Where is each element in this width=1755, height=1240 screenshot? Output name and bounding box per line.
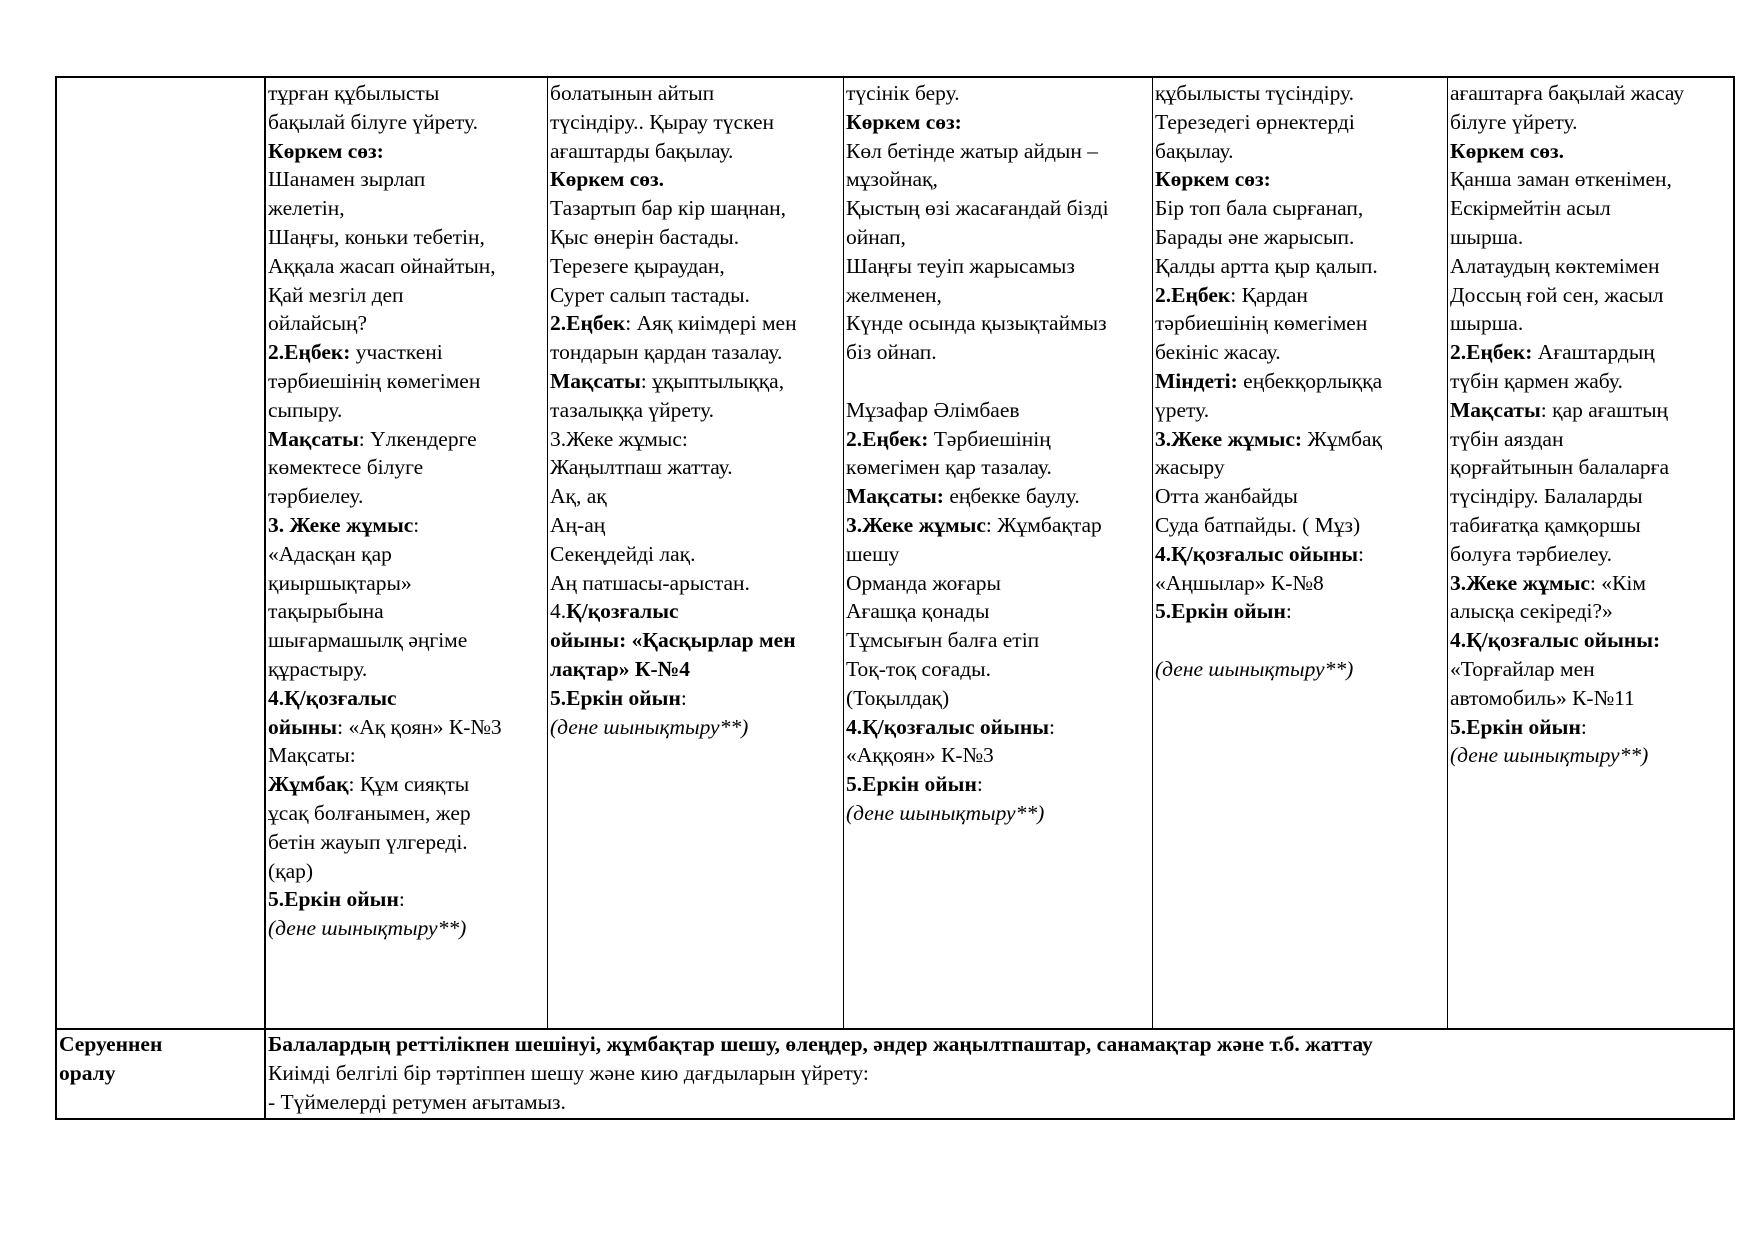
text-line (550, 540, 841, 569)
italic-text: (дене шынықтыру**) (846, 800, 1045, 825)
text: автомобиль» К-№11 (1450, 685, 1635, 710)
text: Барады әне жарысып. (1155, 224, 1355, 249)
bold-text: 4.Қ/қозғалыс (268, 685, 397, 710)
text: Терезеге қыраудан, (550, 253, 725, 278)
column-divider (547, 78, 548, 1028)
text: Мұзафар Әлімбаев (846, 397, 1020, 422)
italic-text: (дене шынықтыру**) (268, 916, 467, 941)
text-line (268, 137, 545, 166)
text-line (846, 684, 1150, 713)
text: тұрған құбылысты (268, 81, 440, 105)
text-line (846, 655, 1150, 684)
text-line (1155, 137, 1445, 166)
text-line (1155, 367, 1445, 396)
text-line (550, 597, 841, 626)
text-line (550, 79, 841, 108)
text-line (846, 367, 1150, 396)
bold-text: Мақсаты (550, 368, 641, 393)
text-line (550, 252, 841, 281)
schedule-table (55, 76, 1735, 1120)
text-line (1450, 425, 1732, 454)
text: Аққала жасап ойнайтын, (268, 253, 496, 278)
text-line (1450, 137, 1732, 166)
return-label-line-2: оралу (59, 1060, 116, 1085)
text-line (846, 799, 1150, 828)
bold-text: Көркем сөз: (268, 138, 384, 163)
text: Терезедегі өрнектерді (1155, 109, 1355, 134)
bold-text: 2.Еңбек (550, 311, 626, 336)
text: «Аққоян» К-№3 (846, 743, 994, 768)
bold-text: Көркем сөз. (1450, 138, 1565, 163)
text: түсіндіру. Балаларды (1450, 484, 1643, 509)
text-line (1450, 453, 1732, 482)
text-line (268, 79, 545, 108)
text: білуге үйрету. (1450, 109, 1578, 134)
italic-text: (дене шынықтыру**) (1155, 656, 1354, 681)
bold-text: Қ/қозғалыс (566, 599, 679, 624)
bold-text: Мақсаты (1450, 397, 1541, 422)
text-line (268, 396, 545, 425)
text: түбін аяздан (1450, 426, 1564, 451)
text: Ағашқа қонады (846, 599, 990, 624)
text-line (550, 453, 841, 482)
text-line (1450, 540, 1732, 569)
text-line (1450, 741, 1732, 770)
text-line (846, 396, 1150, 425)
text-line (268, 281, 545, 310)
text-line (1155, 79, 1445, 108)
text: Шанамен зырлап (268, 167, 426, 192)
text: Қыс өнерін бастады. (550, 224, 740, 249)
text-line (268, 684, 545, 713)
text-line (268, 828, 545, 857)
text: участкені (350, 340, 443, 365)
text-line (1450, 511, 1732, 540)
text: қорғайтынын балаларға (1450, 455, 1669, 480)
text-line (846, 597, 1150, 626)
text: бақылай білуге үйрету. (268, 109, 479, 134)
bold-text: Мақсаты: (846, 484, 944, 509)
text: Сурет салып тастады. (550, 282, 750, 307)
text-line (550, 684, 841, 713)
text-line (846, 309, 1150, 338)
text: болуға тәрбиелеу. (1450, 541, 1613, 566)
text-line (846, 79, 1150, 108)
text: : (398, 887, 405, 912)
text: тақырыбына (268, 599, 384, 624)
activity-cell-day-5 (1450, 79, 1732, 770)
text: Шаңғы, коньки тебетін, (268, 224, 485, 249)
text-line (1450, 309, 1732, 338)
bold-text: 2.Еңбек: (846, 426, 929, 451)
text: Қанша заман өткенімен, (1450, 167, 1672, 192)
text-line (268, 108, 545, 137)
text: Тұмсығын балға етіп (846, 628, 1040, 653)
return-row-content (268, 1030, 1733, 1116)
text: : «Кім (1589, 570, 1646, 595)
text: : (1049, 714, 1056, 739)
text: шешу (846, 541, 900, 566)
text: (Тоқылдақ) (846, 685, 950, 710)
bold-text: 2.Еңбек (1155, 282, 1231, 307)
text-line (268, 741, 545, 770)
text: Қалды артта қыр қалып. (1155, 253, 1378, 278)
text-line (550, 338, 841, 367)
text-line (550, 165, 841, 194)
text-line (1450, 338, 1732, 367)
text-line (846, 194, 1150, 223)
text: 4. (550, 599, 567, 624)
text-line (268, 857, 545, 886)
text: Суда батпайды. ( Мұз) (1155, 512, 1361, 537)
text: «Адасқан қар (268, 541, 392, 566)
text: : «Ақ қоян» К-№3 (337, 714, 502, 739)
text: көмегімен қар тазалау. (846, 455, 1052, 480)
text-line (846, 137, 1150, 166)
text-line (1450, 165, 1732, 194)
text-line (268, 914, 545, 943)
text-line (550, 137, 841, 166)
text: үрету. (1155, 397, 1210, 422)
text: Ескірмейтін асыл (1450, 196, 1611, 221)
text: : Аяқ киімдері мен (625, 311, 797, 336)
text-line (1450, 482, 1732, 511)
text: ағаштарды бақылау. (550, 138, 734, 163)
text: ағаштарға бақылай жасау (1450, 81, 1685, 105)
text: Ағаштардың (1532, 340, 1655, 365)
bold-text: 5.Еркін ойын (268, 887, 399, 912)
text: : Қардан (1230, 282, 1308, 307)
bold-text: 3.Жеке жұмыс (846, 512, 986, 537)
text: Орманда жоғары (846, 570, 1001, 595)
text-line (1450, 194, 1732, 223)
text-line (268, 597, 545, 626)
text-line (268, 252, 545, 281)
text-line (268, 799, 545, 828)
activity-cell-day-3 (846, 79, 1150, 828)
text: : (976, 772, 983, 797)
text-line (1450, 569, 1732, 598)
text-line (846, 165, 1150, 194)
text-line (1450, 252, 1732, 281)
bold-text: 5.Еркін ойын (1155, 599, 1286, 624)
text: : (413, 512, 420, 537)
text-line (1155, 281, 1445, 310)
bold-text: Көркем сөз. (550, 167, 665, 192)
text: тәрбиешінің көмегімен (268, 368, 481, 393)
text: біз ойнап. (846, 340, 937, 365)
text: шығармашылқ әңгіме (268, 628, 468, 653)
return-heading: Балалардың реттілікпен шешінуі, жұмбақтар шешу, өлеңдер, әндер жаңылтпаштар, санамақтар және т.б. жаттау (268, 1032, 1373, 1056)
text: : Үлкендерге (358, 426, 477, 451)
text-line (550, 713, 841, 742)
italic-text: (дене шынықтыру**) (550, 714, 749, 739)
bold-text: 4.Қ/қозғалыс ойыны (846, 714, 1050, 739)
text-line (846, 338, 1150, 367)
text-line (1155, 108, 1445, 137)
text: еңбекқорлыққа (1237, 368, 1383, 393)
text-line (1450, 396, 1732, 425)
text: «Аңшылар» К-№8 (1155, 570, 1324, 595)
text-line (846, 511, 1150, 540)
text-line (268, 885, 545, 914)
bold-text: лақтар» К-№4 (550, 656, 690, 681)
text: «Торғайлар мен (1450, 656, 1595, 681)
text: табиғатқа қамқоршы (1450, 512, 1641, 537)
text-line (1155, 482, 1445, 511)
activity-cell-day-2 (550, 79, 841, 741)
text: Аң патшасы-арыстан. (550, 570, 750, 595)
text-line (1155, 165, 1445, 194)
text-line (846, 108, 1150, 137)
text-line (1450, 223, 1732, 252)
text-line (846, 770, 1150, 799)
bold-text: 2.Еңбек: (268, 340, 351, 365)
text: Бір топ бала сырғанап, (1155, 196, 1364, 221)
text: (қар) (268, 858, 314, 883)
text-line (550, 626, 841, 655)
text-line (1450, 108, 1732, 137)
italic-text: (дене шынықтыру**) (1450, 743, 1649, 768)
text-line (1450, 281, 1732, 310)
text: тондарын қардан тазалау. (550, 340, 783, 365)
text: тазалыққа үйрету. (550, 397, 715, 422)
text-line (1155, 223, 1445, 252)
text-line (846, 569, 1150, 598)
bold-text: Көркем сөз: (1155, 167, 1271, 192)
text-line (846, 252, 1150, 281)
text: құбылысты түсіндіру. (1155, 81, 1355, 105)
text-line (1155, 425, 1445, 454)
text-line (1155, 597, 1445, 626)
bold-text: 3. Жеке жұмыс (268, 512, 414, 537)
text-line (550, 425, 841, 454)
text-line (1450, 713, 1732, 742)
text: еңбекке баулу. (943, 484, 1080, 509)
text: : (680, 685, 687, 710)
bold-text: ойыны: «Қасқырлар мен (550, 628, 796, 653)
text: алысқа секіреді?» (1450, 599, 1613, 624)
bold-text: 3.Жеке жұмыс: (1155, 426, 1303, 451)
text-line (550, 108, 841, 137)
text-line (1155, 511, 1445, 540)
text-line (268, 453, 545, 482)
text-line (268, 367, 545, 396)
text: бетін жауып үлгереді. (268, 829, 468, 854)
text: Күнде осында қызықтаймыз (846, 311, 1107, 336)
text: : қар ағаштың (1540, 397, 1669, 422)
text: болатынын айтып (550, 81, 715, 105)
text-line (846, 540, 1150, 569)
text-line (846, 281, 1150, 310)
activity-cell-day-1 (268, 79, 545, 943)
bold-text: Жұмбақ (268, 772, 349, 797)
bold-text: Мақсаты (268, 426, 359, 451)
column-divider (1447, 78, 1448, 1028)
text: Тоқ-тоқ соғады. (846, 656, 991, 681)
text: Алатаудың көктемімен (1450, 253, 1660, 278)
text: Көл бетінде жатыр айдын – (846, 138, 1098, 163)
bold-text: 5.Еркін ойын (1450, 714, 1581, 739)
text-line (268, 309, 545, 338)
text-line (1155, 396, 1445, 425)
text: түсіндіру.. Қырау түскен (550, 109, 775, 134)
text-line (846, 626, 1150, 655)
text: : (1580, 714, 1587, 739)
text-line (846, 453, 1150, 482)
text: Тазартып бар кір шаңнан, (550, 196, 787, 221)
bold-text: ойыны (268, 714, 338, 739)
text-line (268, 655, 545, 684)
text: көмектесе білуге (268, 455, 424, 480)
activity-cell-day-4 (1155, 79, 1445, 684)
text-line (550, 482, 841, 511)
text-line (268, 713, 545, 742)
text: Шаңғы теуіп жарысамыз (846, 253, 1075, 278)
text: түбін қармен жабу. (1450, 368, 1623, 393)
text-line (1450, 79, 1732, 108)
text-line (268, 194, 545, 223)
text-line (550, 511, 841, 540)
text-line (550, 194, 841, 223)
text: Жұмбақ (1302, 426, 1382, 451)
text-line (846, 482, 1150, 511)
text: : (1285, 599, 1292, 624)
text: бақылау. (1155, 138, 1234, 163)
text: желменен, (846, 282, 942, 307)
text-line (1155, 453, 1445, 482)
text: Ақ, ақ (550, 484, 607, 509)
text-line (846, 741, 1150, 770)
text-line (1155, 626, 1445, 655)
text: түсінік беру. (846, 81, 960, 105)
text: Доссың ғой сен, жасыл (1450, 282, 1664, 307)
text: 3.Жеке жұмыс: (550, 426, 688, 451)
return-line-3: - Түймелерді ретумен ағытамыз. (268, 1089, 566, 1114)
text-line (268, 569, 545, 598)
text-line (550, 396, 841, 425)
text-line (1450, 684, 1732, 713)
return-label-line-1: Серуеннен (59, 1032, 163, 1056)
text-line (550, 569, 841, 598)
text-line (1155, 540, 1445, 569)
text-line (268, 540, 545, 569)
text: Секеңдейді лақ. (550, 541, 696, 566)
text: : (1358, 541, 1365, 566)
text-line (550, 655, 841, 684)
text-line (1450, 655, 1732, 684)
return-line-2: Киімді белгілі бір тәртіппен шешу және кию дағдыларын үйрету: (268, 1060, 869, 1085)
text: ұсақ болғанымен, жер (268, 800, 471, 825)
text: құрастыру. (268, 656, 368, 681)
text: сыпыру. (268, 397, 343, 422)
text-line (1155, 569, 1445, 598)
text: Мақсаты: (268, 743, 356, 768)
text: Аң-аң (550, 512, 606, 537)
empty-label-cell (57, 78, 262, 1028)
text: желетін, (268, 196, 345, 221)
text-line (268, 511, 545, 540)
bold-text: Көркем сөз: (846, 109, 962, 134)
text: қиыршықтары» (268, 570, 412, 595)
bold-text: 3.Жеке жұмыс (1450, 570, 1590, 595)
text: : ұқыптылыққа, (640, 368, 785, 393)
bold-text: 2.Еңбек: (1450, 340, 1533, 365)
text: Жаңылтпаш жаттау. (550, 455, 733, 480)
text: ойнап, (846, 224, 906, 249)
bold-text: Міндеті: (1155, 368, 1238, 393)
text-line (1155, 655, 1445, 684)
text-line (550, 309, 841, 338)
text-line (550, 367, 841, 396)
text: Отта жанбайды (1155, 484, 1298, 509)
return-row-label (59, 1030, 262, 1088)
text: Қыстың өзі жасағандай бізді (846, 196, 1109, 221)
text-line (268, 626, 545, 655)
text: тәрбиелеу. (268, 484, 364, 509)
text-line (1450, 626, 1732, 655)
text-line (268, 338, 545, 367)
column-divider (1152, 78, 1153, 1028)
text-line (846, 425, 1150, 454)
text-line (1450, 597, 1732, 626)
text-line (1450, 367, 1732, 396)
text-line (1155, 252, 1445, 281)
text: бекініс жасау. (1155, 340, 1281, 365)
bold-text: 4.Қ/қозғалыс ойыны (1155, 541, 1359, 566)
text-line (550, 223, 841, 252)
column-divider (264, 78, 266, 1118)
text-line (550, 281, 841, 310)
bold-text: 4.Қ/қозғалыс ойыны: (1450, 628, 1661, 653)
text: Тәрбиешінің (928, 426, 1051, 451)
text: шырша. (1450, 224, 1524, 249)
text: Қай мезгіл деп (268, 282, 404, 307)
text-line (268, 482, 545, 511)
text-line (268, 770, 545, 799)
bold-text: 5.Еркін ойын (550, 685, 681, 710)
bold-text: 5.Еркін ойын (846, 772, 977, 797)
text-line (268, 223, 545, 252)
text: ойлайсың? (268, 311, 368, 336)
text-line (846, 713, 1150, 742)
text-line (846, 223, 1150, 252)
column-divider (843, 78, 844, 1028)
text: шырша. (1450, 311, 1524, 336)
text-line (1155, 194, 1445, 223)
text-line (268, 425, 545, 454)
text: : Жұмбақтар (985, 512, 1102, 537)
text-line (1155, 338, 1445, 367)
text: жасыру (1155, 455, 1225, 480)
text: мұзойнақ, (846, 167, 938, 192)
text: тәрбиешінің көмегімен (1155, 311, 1368, 336)
text: : Құм сияқты (348, 772, 470, 797)
text-line (1155, 309, 1445, 338)
text-line (268, 165, 545, 194)
